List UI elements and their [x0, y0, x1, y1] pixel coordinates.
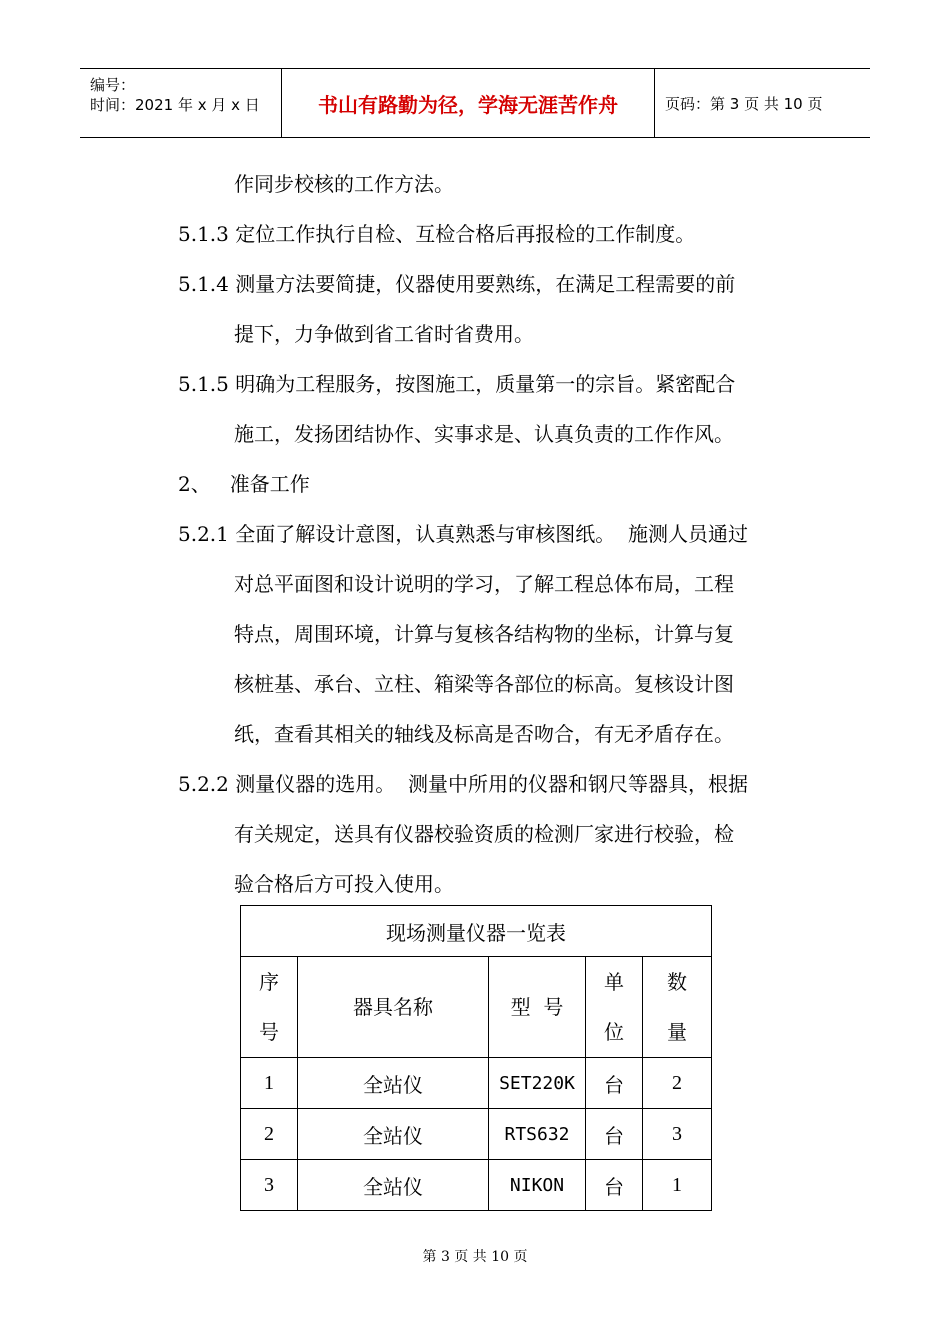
header-page-label: 页码：第 3 页 共 10 页: [665, 94, 823, 113]
header-text: 量: [667, 1020, 687, 1044]
document-number-label: 编号：: [90, 76, 136, 94]
paragraph-line: 作同步校核的工作方法。: [234, 172, 454, 196]
cell-name: 全站仪: [298, 1109, 489, 1160]
paragraph-line: 特点，周围环境，计算与复核各结构物的坐标，计算与复: [234, 622, 734, 646]
section-heading: 2、 准备工作: [178, 472, 310, 496]
column-header-model: 型 号: [489, 957, 586, 1058]
paragraph-line: 有关规定，送具有仪器校验资质的检测厂家进行校验，检: [234, 822, 734, 846]
cell-unit: 台: [586, 1109, 643, 1160]
cell-qty: 2: [643, 1058, 712, 1109]
paragraph-line: 5.1.3 定位工作执行自检、互检合格后再报检的工作制度。: [178, 222, 696, 246]
cell-qty: 3: [643, 1109, 712, 1160]
header-text: 单: [604, 970, 624, 994]
cell-unit: 台: [586, 1058, 643, 1109]
cell-name: 全站仪: [298, 1160, 489, 1211]
header-text: 数: [667, 970, 687, 994]
table-row: [241, 1109, 712, 1160]
table-title: 现场测量仪器一览表: [241, 906, 712, 957]
page-footer: 第 3 页 共 10 页: [422, 1249, 528, 1265]
cell-model: NIKON: [489, 1160, 586, 1211]
cell-model: SET220K: [489, 1058, 586, 1109]
cell-seq: 3: [241, 1160, 298, 1211]
paragraph-line: 对总平面图和设计说明的学习，了解工程总体布局，工程: [234, 572, 734, 596]
header-text: 序: [259, 970, 279, 994]
header-meta: [80, 69, 282, 137]
table-row: [241, 1160, 712, 1211]
paragraph-line: 施工，发扬团结协作、实事求是、认真负责的工作作风。: [234, 422, 734, 446]
paragraph-line: 纸，查看其相关的轴线及标高是否吻合，有无矛盾存在。: [234, 722, 734, 746]
column-header-seq: [241, 957, 298, 1058]
page-header: [80, 68, 870, 138]
table-row: [241, 1058, 712, 1109]
column-header-name: 器具名称: [298, 957, 489, 1058]
header-text: 号: [259, 1020, 279, 1044]
cell-name: 全站仪: [298, 1058, 489, 1109]
cell-seq: 1: [241, 1058, 298, 1109]
column-header-qty: [643, 957, 712, 1058]
header-text: 位: [604, 1020, 624, 1044]
paragraph-line: 提下，力争做到省工省时省费用。: [234, 322, 534, 346]
column-header-unit: [586, 957, 643, 1058]
paragraph-line: 核桩基、承台、立柱、箱梁等各部位的标高。复核设计图: [234, 672, 734, 696]
paragraph-line: 5.1.5 明确为工程服务，按图施工，质量第一的宗旨。紧密配合: [178, 372, 736, 396]
paragraph-line: 5.1.4 测量方法要简捷，仪器使用要熟练，在满足工程需要的前: [178, 272, 736, 296]
paragraph-line: 5.2.1 全面了解设计意图，认真熟悉与审核图纸。 施测人员通过: [178, 522, 748, 546]
paragraph-line: 5.2.2 测量仪器的选用。 测量中所用的仪器和钢尺等器具，根据: [178, 772, 748, 796]
header-motto: 书山有路勤为径，学海无涯苦作舟: [282, 69, 655, 137]
instrument-table: [240, 905, 712, 1211]
cell-unit: 台: [586, 1160, 643, 1211]
cell-qty: 1: [643, 1160, 712, 1211]
cell-model: RTS632: [489, 1109, 586, 1160]
document-date-label: 时间：2021 年 x 月 x 日: [90, 96, 260, 114]
paragraph-line: 验合格后方可投入使用。: [234, 872, 454, 896]
cell-seq: 2: [241, 1109, 298, 1160]
